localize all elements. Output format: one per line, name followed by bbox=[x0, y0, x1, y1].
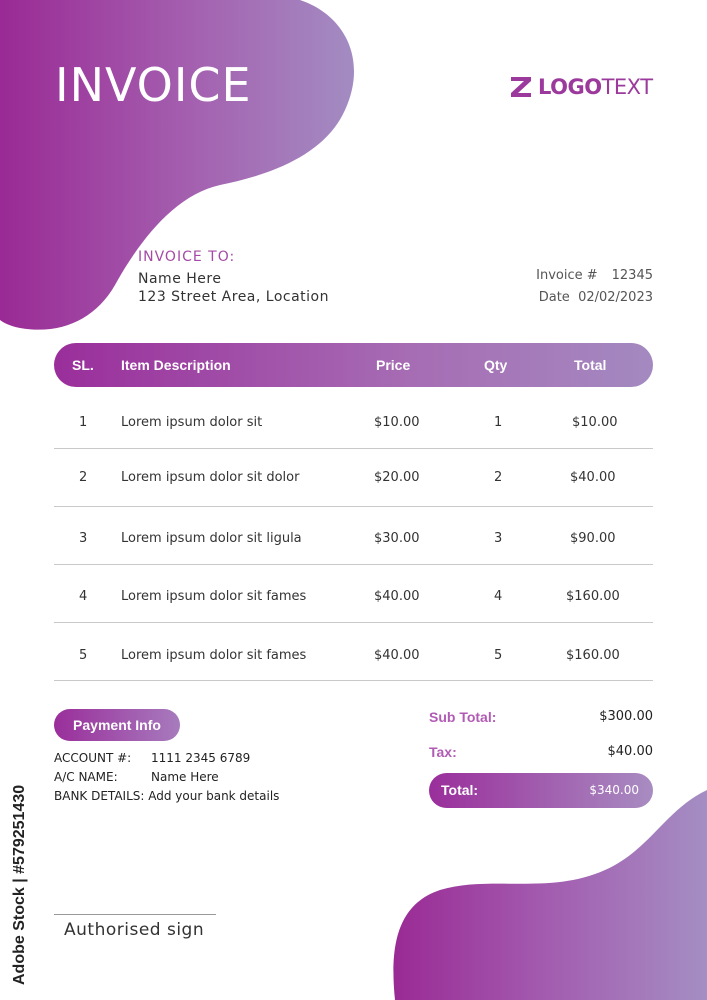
row-total: $160.00 bbox=[566, 648, 620, 663]
row-qty: 4 bbox=[494, 589, 503, 604]
footer-decoration-shape bbox=[390, 790, 707, 1000]
bank-details: BANK DETAILS: Add your bank details bbox=[54, 789, 280, 803]
row-description: Lorem ipsum dolor sit fames bbox=[121, 589, 307, 604]
signature-line bbox=[54, 914, 216, 915]
row-price: $20.00 bbox=[374, 470, 420, 485]
payment-info-title: Payment Info bbox=[54, 709, 180, 741]
row-divider bbox=[54, 448, 653, 449]
account-number: ACCOUNT #: 1111 2345 6789 bbox=[54, 751, 251, 765]
total-label: Total: bbox=[441, 782, 479, 798]
row-sl: 1 bbox=[79, 415, 88, 430]
subtotal-value: $300.00 bbox=[599, 709, 653, 724]
total-value: $340.00 bbox=[589, 783, 639, 797]
row-total: $160.00 bbox=[566, 589, 620, 604]
row-description: Lorem ipsum dolor sit bbox=[121, 415, 263, 430]
grand-total bbox=[429, 773, 653, 808]
header-total: Total bbox=[574, 357, 607, 373]
row-description: Lorem ipsum dolor sit ligula bbox=[121, 531, 302, 546]
tax-label: Tax: bbox=[429, 744, 457, 760]
row-qty: 3 bbox=[494, 531, 503, 546]
header-description: Item Description bbox=[121, 357, 231, 373]
row-qty: 5 bbox=[494, 648, 503, 663]
row-qty: 1 bbox=[494, 415, 503, 430]
row-divider bbox=[54, 564, 653, 565]
logo bbox=[510, 75, 653, 99]
subtotal-label: Sub Total: bbox=[429, 709, 497, 725]
invoice-title: INVOICE bbox=[55, 58, 252, 112]
row-total: $10.00 bbox=[572, 415, 618, 430]
stock-id: Adobe Stock | #579251430 bbox=[11, 784, 28, 985]
row-sl: 3 bbox=[79, 531, 88, 546]
header-qty: Qty bbox=[484, 357, 508, 373]
row-price: $30.00 bbox=[374, 531, 420, 546]
row-description: Lorem ipsum dolor sit dolor bbox=[121, 470, 300, 485]
bill-to-name: Name Here bbox=[138, 271, 222, 287]
bill-to-label: INVOICE TO: bbox=[138, 249, 236, 265]
row-description: Lorem ipsum dolor sit fames bbox=[121, 648, 307, 663]
row-sl: 4 bbox=[79, 589, 88, 604]
header-price: Price bbox=[376, 357, 411, 373]
bill-to-address: 123 Street Area, Location bbox=[138, 289, 329, 305]
row-total: $90.00 bbox=[570, 531, 616, 546]
invoice-date: Date 02/02/2023 bbox=[538, 290, 653, 305]
row-price: $40.00 bbox=[374, 589, 420, 604]
row-price: $10.00 bbox=[374, 415, 420, 430]
row-sl: 2 bbox=[79, 470, 88, 485]
row-divider bbox=[54, 680, 653, 681]
table-header bbox=[54, 343, 653, 387]
logo-text: LOGOTEXT bbox=[538, 75, 653, 99]
account-name: A/C NAME: Name Here bbox=[54, 770, 219, 784]
row-qty: 2 bbox=[494, 470, 503, 485]
row-total: $40.00 bbox=[570, 470, 616, 485]
invoice-number: Invoice # 12345 bbox=[536, 268, 653, 283]
row-divider bbox=[54, 622, 653, 623]
row-divider bbox=[54, 506, 653, 507]
signature-label: Authorised sign bbox=[64, 920, 205, 940]
header-sl: SL. bbox=[72, 357, 94, 373]
tax-value: $40.00 bbox=[607, 744, 653, 759]
row-price: $40.00 bbox=[374, 648, 420, 663]
row-sl: 5 bbox=[79, 648, 88, 663]
logo-icon bbox=[510, 76, 532, 98]
